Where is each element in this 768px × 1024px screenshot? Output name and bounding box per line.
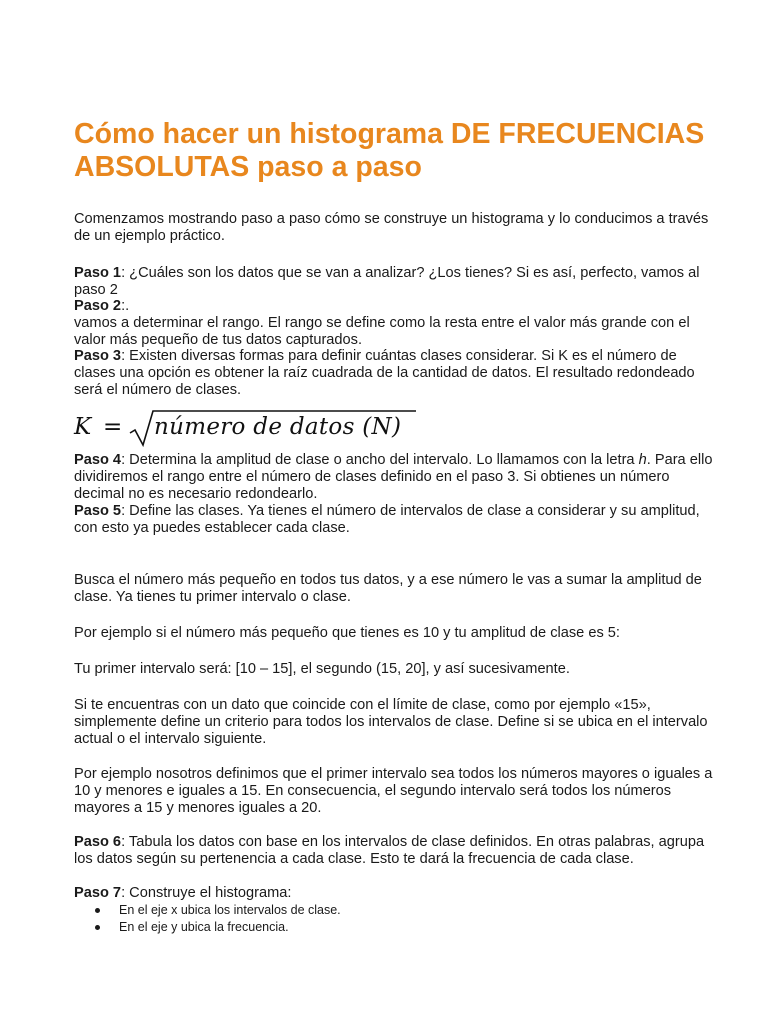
list-item: [92, 902, 341, 919]
page-title: Cómo hacer un histograma DE FRECUENCIAS ABSOLUTAS paso a paso: [74, 118, 705, 183]
step-separator: :.: [121, 298, 130, 314]
step-7: [74, 885, 714, 902]
step-text: Construye el histograma:: [129, 885, 292, 901]
formula-equals: =: [103, 414, 123, 440]
step-text: Tabula los datos con base en los intervalos de clase definidos. En otras palabras, agrupa los datos según su pertenencia a cada clase. Esto te dará la frecuencia de cada clase.: [74, 834, 705, 867]
paragraph-first-interval: Tu primer intervalo será: [10 – 15], el segundo (15, 20], y así sucesivamente.: [74, 661, 570, 677]
paragraph-interval-definition: Por ejemplo nosotros definimos que el primer intervalo sea todos los números mayores o iguales a 10 y menores e iguales a 15. En consecuencia, el segundo intervalo será todos los números mayores a 15 y menores iguales a 20.: [74, 766, 713, 816]
paragraph-smallest-number: Busca el número más pequeño en todos tus datos, y a ese número le vas a sumar la amplitud de clase. Ya tienes tu primer intervalo o clase.: [74, 572, 702, 605]
step-separator: :: [121, 348, 130, 364]
step-label: Paso 3: [74, 348, 122, 364]
paragraph-example: Por ejemplo si el número más pequeño que tienes es 10 y tu amplitud de clase es 5:: [74, 625, 620, 641]
step-text: Existen diversas formas para definir cuántas clases considerar. Si K es el número de clases una opción es obtener la raíz cuadrada de la cantidad de datos. El resultado redondeado será el número de clases.: [74, 348, 695, 398]
step-5: [74, 503, 714, 537]
step-separator: :: [121, 834, 129, 850]
step-text: . Para ello dividiremos el rango entre el número de clases definido en el paso 3. Si obtienes un número decimal no es necesario redondearlo.: [74, 452, 713, 502]
list-item-text: En el eje x ubica los intervalos de clase.: [119, 903, 341, 917]
step-text: Determina la amplitud de clase o ancho del intervalo. Lo llamamos con la letra: [129, 452, 639, 468]
step-text: ¿Cuáles son los datos que se van a analizar? ¿Los tienes? Si es así, perfecto, vamos al paso 2: [74, 265, 700, 298]
step-4: [74, 452, 714, 503]
step-separator: :: [121, 503, 130, 519]
intro-paragraph: Comenzamos mostrando paso a paso cómo se construye un histograma y lo conducimos a través de un ejemplo práctico.: [74, 211, 709, 244]
step-label: Paso 2: [74, 298, 122, 314]
step-label: Paso 6: [74, 834, 122, 850]
step-6: [74, 834, 714, 868]
step-label: Paso 1: [74, 265, 122, 281]
step-separator: :: [121, 885, 130, 901]
step-3: [74, 348, 714, 399]
list-item: [92, 919, 341, 936]
bullet-icon: [95, 925, 100, 930]
step-text: vamos a determinar el rango. El rango se define como la resta entre el valor más grande con el valor más pequeño de tus datos capturados.: [74, 315, 690, 348]
step-separator: :: [121, 452, 130, 468]
step-1: [74, 265, 714, 299]
step-label: Paso 5: [74, 503, 122, 519]
step-2: [74, 298, 714, 349]
paragraph-class-limit: Si te encuentras con un dato que coincide con el límite de clase, como por ejemplo «15», simplemente define un criterio para todos los intervalos de clase. Define si se ubica en el intervalo actual o el intervalo siguiente.: [74, 697, 708, 747]
list-item-text: En el eje y ubica la frecuencia.: [119, 920, 289, 934]
step-separator: :: [121, 265, 130, 281]
step-label: Paso 7: [74, 885, 122, 901]
formula-k: [74, 408, 414, 448]
formula-k-symbol: K: [74, 414, 92, 440]
step-text: Define las clases. Ya tienes el número de intervalos de clase a considerar y su amplitud, con esto ya puedes establecer cada clase.: [74, 503, 700, 536]
step-label: Paso 4: [74, 452, 122, 468]
bullet-icon: [95, 908, 100, 913]
step-text-h: h: [638, 452, 647, 468]
formula-radicand: número de datos (N): [154, 414, 402, 440]
bullet-list: [92, 902, 341, 936]
